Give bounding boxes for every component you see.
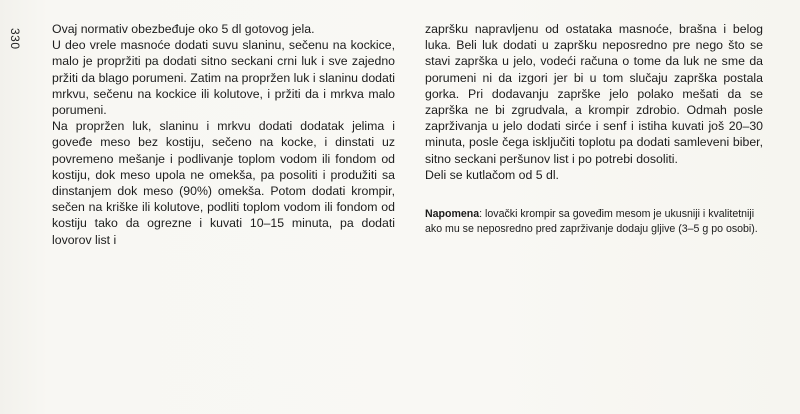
note-label: Napomena: [425, 208, 480, 221]
note-text: : lovački krompir sa goveđim mesom je ukusniji i kvalitetniji ako mu se neposredno pred zaprživanje dodaju gljive (3–5 g po osobi).: [425, 208, 758, 236]
note: [425, 207, 763, 237]
left-column: [52, 21, 395, 248]
right-column: [425, 21, 763, 248]
paragraph-frying: U deo vrele masnoće dodati suvu slaninu, sečenu na kockice, malo je propržiti pa dodati sitno seckani crni luk i sve zajedno pržiti da blago porumeni. Zatim na propržen luk i slaninu dodati mrkvu, sečenu na kockice ili kolutove, i pržiti da i mrkva malo porumeni.: [52, 38, 395, 118]
paragraph-serving: Deli se kutlačom od 5 dl.: [425, 167, 559, 182]
paragraph-yield: Ovaj normativ obezbeđuje oko 5 dl gotovog jela.: [52, 22, 315, 36]
paragraph-stewing: Na propržen luk, slaninu i mrkvu dodati dodatak jelima i goveđe meso bez kostiju, sečeno na kocke, i dinstati uz povremeno mešanje i podlivanje toplom vodom ili fondom od kostiju, dok meso upola ne omekša, pa posoliti i produžiti sa dinstanjem dok meso (90%) omekša. Potom dodati krompir, sečen na kriške ili kolutove, podliti toplom vodom ili fondom od kostiju tako da ogrezne i kuvati 10–15 minuta, pa dodati lovorov list i: [52, 119, 395, 247]
paragraph-roux: zapršku napravljenu od ostataka masnoće, brašna i belog luka. Beli luk dodati u zapršku neposredno pre nego što se stavi zaprška u jelo, vodeći računa o tome da luk ne sme da porumeni ni da izgori jer bi u tom slučaju zaprška postala gorka. Pri dodavanju zaprške jelo polako mešati da se zaprška ne bi zgrudvala, a krompir zdrobio. Odmah posle zaprživanja u jelo dodati sirće i senf i istiha kuvati još 20–30 minuta, posle čega isključiti toplotu pa dodati samleveni biber, sitno seckani peršunov list i po potrebi dosoliti.: [425, 22, 763, 166]
page-number: 330: [8, 28, 22, 50]
